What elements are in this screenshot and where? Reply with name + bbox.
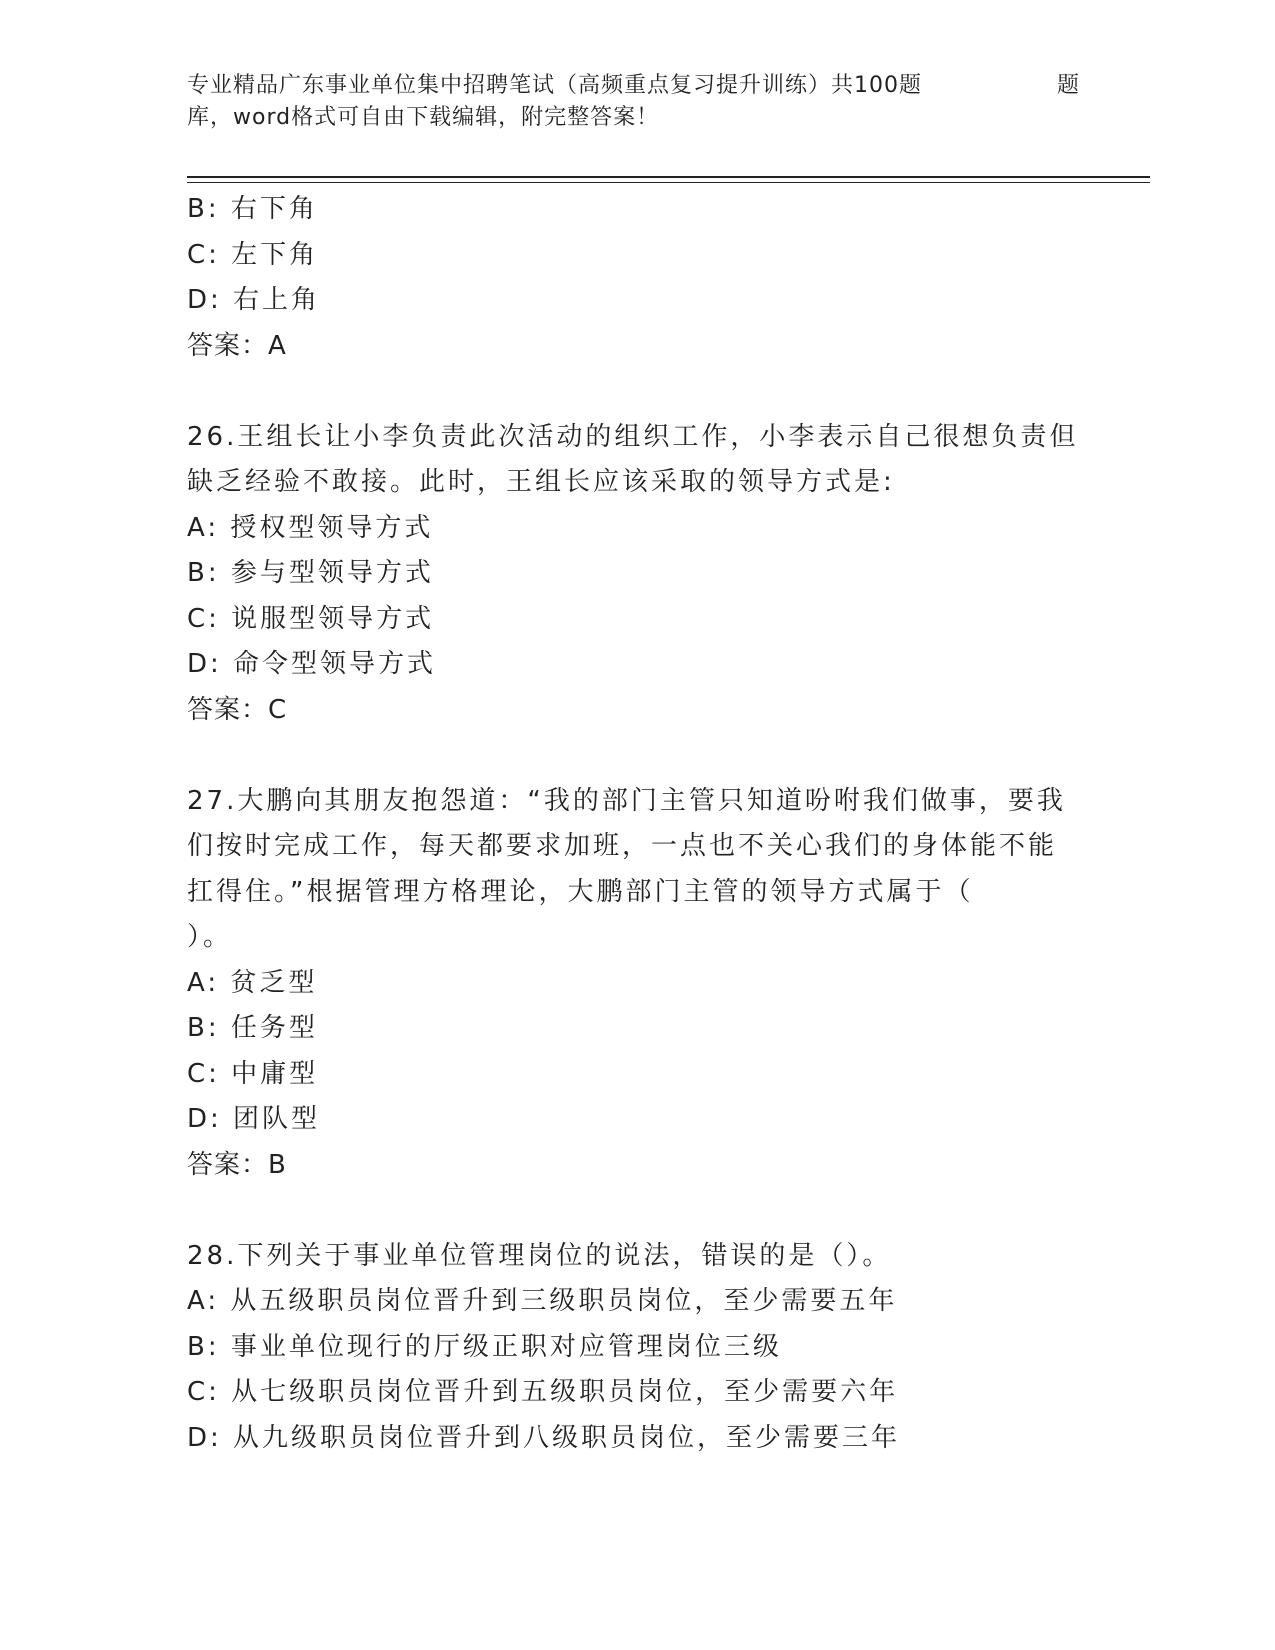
option-b: B: 参与型领导方式 <box>187 558 434 588</box>
option-a: A: 授权型领导方式 <box>187 512 434 543</box>
question-stem-line: 扛得住。”根据管理方格理论，大鹏部门主管的领导方式属于（ <box>187 876 974 907</box>
option-c: C: 说服型领导方式 <box>187 603 435 634</box>
question-stem-line: 们按时完成工作，每天都要求加班，一点也不关心我们的身体能不能 <box>187 831 1058 861</box>
spacer <box>187 733 1087 779</box>
option-c: C: 从七级职员岗位晋升到五级职员岗位，至少需要六年 <box>187 1377 899 1407</box>
option-c: C: 左下角 <box>187 239 319 270</box>
header-title-line-2: 库，word格式可自由下载编辑，附完整答案！ <box>187 105 660 130</box>
option-c: C: 中庸型 <box>187 1058 319 1089</box>
header-title-line-1: 专业精品广东事业单位集中招聘笔试（高频重点复习提升训练）共100题 <box>187 73 922 98</box>
question-stem-line: 缺乏经验不敢接。此时，王组长应该采取的领导方式是: <box>187 467 895 497</box>
header-title-tail: 题 <box>1057 73 1081 98</box>
spacer <box>187 369 1087 415</box>
question-27 <box>187 779 1087 1189</box>
spacer <box>187 1188 1087 1234</box>
question-stem-line: 26.王组长让小李负责此次活动的组织工作，小李表示自己很想负责但 <box>187 421 1079 452</box>
question-content <box>187 187 1087 1461</box>
option-a: A: 从五级职员岗位晋升到三级职员岗位，至少需要五年 <box>187 1286 898 1316</box>
document-header <box>187 70 1147 134</box>
answer-line: 答案：B <box>187 1149 287 1180</box>
header-divider-thin <box>187 182 1150 183</box>
question-stem-line: 28.下列关于事业单位管理岗位的说法，错误的是（）。 <box>187 1240 892 1271</box>
option-a: A: 贫乏型 <box>187 967 318 998</box>
answer-line: 答案：A <box>187 330 287 361</box>
header-divider-thick <box>187 176 1150 178</box>
option-d: D: 团队型 <box>187 1104 321 1134</box>
question-26 <box>187 415 1087 734</box>
prev-question-block <box>187 187 1087 369</box>
option-b: B: 事业单位现行的厅级正职对应管理岗位三级 <box>187 1331 782 1362</box>
question-stem-line: 27.大鹏向其朋友抱怨道：“我的部门主管只知道吩咐我们做事，要我 <box>187 785 1066 816</box>
option-d: D: 从九级职员岗位晋升到八级职员岗位，至少需要三年 <box>187 1422 901 1453</box>
question-28 <box>187 1234 1087 1462</box>
answer-line: 答案：C <box>187 694 288 725</box>
option-b: B: 任务型 <box>187 1013 318 1043</box>
option-d: D: 右上角 <box>187 285 321 315</box>
option-b: B: 右下角 <box>187 194 318 224</box>
option-d: D: 命令型领导方式 <box>187 649 437 679</box>
question-stem-line: ）。 <box>187 922 233 952</box>
